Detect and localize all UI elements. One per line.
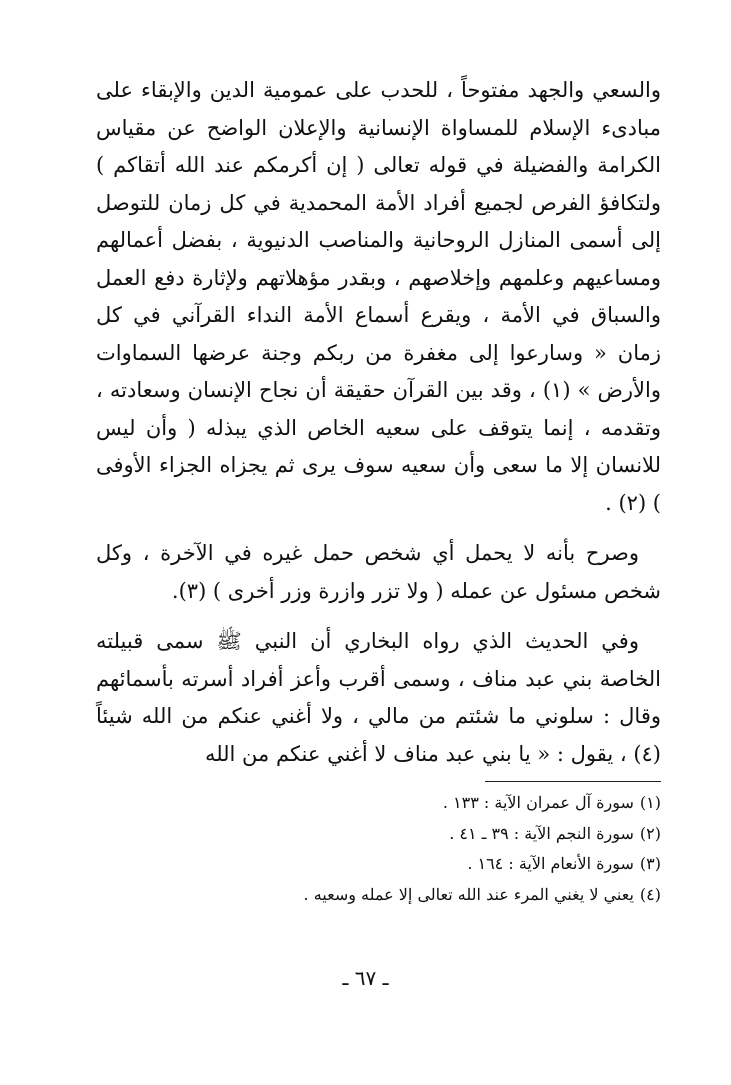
footnote-number: (١) bbox=[639, 793, 661, 812]
footnote-number: (٤) bbox=[639, 884, 661, 904]
footnote-item bbox=[96, 788, 661, 819]
footnote-text: سورة النجم الآية : ٣٩ ـ ٤١ . bbox=[449, 823, 634, 843]
paragraph-2: وصرح بأنه لا يحمل أي شخص حمل غيره في الآخرة ، وكل شخص مسئول عن عمله ( ولا تزر وازرة وزر أخرى ) (٣). bbox=[96, 541, 661, 603]
footnotes-list bbox=[96, 788, 661, 910]
footnote-item bbox=[96, 819, 661, 850]
footnote-item bbox=[96, 849, 661, 880]
footnote-item bbox=[96, 880, 661, 911]
paragraph-1: والسعي والجهد مفتوحاً ، للحدب على عمومية الدين والإبقاء على مبادىء الإسلام للمساواة الإنسانية والإعلان الواضح عن مقياس الكرامة والفضيلة في قوله تعالى ( إن أكرمكم عند الله أتقاكم ) ولتكافؤ الفرص لجميع أفراد الأمة المحمدية في كل زمان للتوصل إلى أسمى المنازل الروحانية والمناصب الدنيوية ، بفضل أعمالهم ومساعيهم وعلمهم وإخلاصهم ، وبقدر مؤهلاتهم ولإثارة دفع العمل والسباق في الأمة ، ويقرع أسماع الأمة النداء القرآني في كل زمان « وسارعوا إلى مغفرة من ربكم وجنة عرضها السماوات والأرض » (١) ، وقد بين القرآن حقيقة أن نجاح الإنسان وسعادته ، وتقدمه ، إنما يتوقف على سعيه الخاص الذي يبذله ( وأن ليس للانسان إلا ما سعى وأن سعيه سوف يرى ثم يجزاه الجزاء الأوفى ) (٢) . bbox=[96, 78, 662, 515]
paragraph-3: وفي الحديث الذي رواه البخاري أن النبي ﷺ سمى قبيلته الخاصة بني عبد مناف ، وسمى أقرب وأعز أفراد أسرته بأسمائهم وقال : سلوني ما شئتم من مالي ، ولا أغني عنكم من الله شيئاً (٤) ، يقول : « يا بني عبد مناف لا أغني عنكم من الله bbox=[96, 629, 661, 766]
footnote-text: يعني لا يغني المرء عند الله تعالى إلا عمله وسعيه . bbox=[303, 884, 634, 904]
footnote-text: سورة آل عمران الآية : ١٣٣ . bbox=[442, 793, 634, 812]
body-text bbox=[96, 72, 661, 773]
footnote-divider bbox=[485, 781, 661, 782]
page-number: ـ ٦٧ ـ bbox=[342, 966, 389, 990]
footnote-text: سورة الأنعام الآية : ١٦٤ . bbox=[467, 854, 634, 873]
footnote-number: (٢) bbox=[639, 823, 661, 843]
page-content bbox=[96, 72, 661, 910]
footnote-number: (٣) bbox=[639, 854, 661, 873]
